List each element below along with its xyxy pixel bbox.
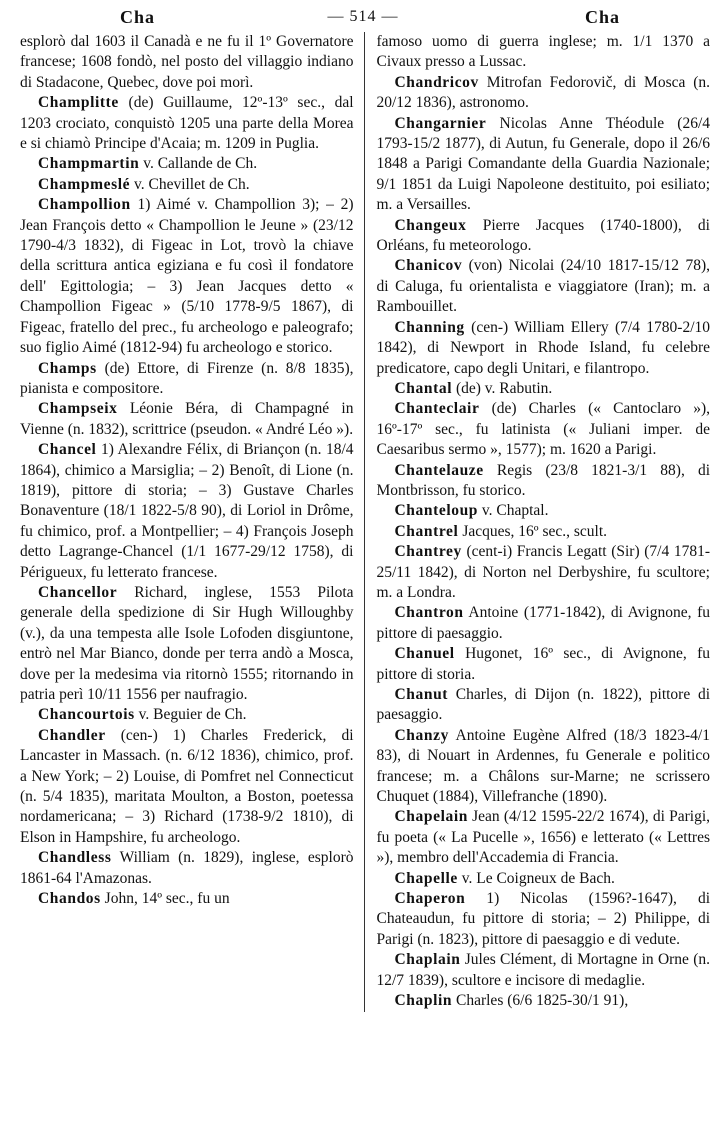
dictionary-entry <box>377 807 711 868</box>
dictionary-entry <box>20 848 354 889</box>
left-column <box>20 32 364 1012</box>
entry-text: v. Chevillet de Ch. <box>133 175 250 193</box>
entry-text: William (n. 1829), inglese, esplorò 1861-64 l'Amazonas. <box>20 849 354 887</box>
dictionary-entry <box>377 950 711 991</box>
dictionary-entry <box>377 114 711 216</box>
entry-headword: Champlitte <box>38 94 119 112</box>
dictionary-entry <box>20 726 354 848</box>
entry-headword: Chanicov <box>394 257 463 275</box>
entry-text: (de) v. Rabutin. <box>455 379 553 397</box>
dictionary-entry <box>377 685 711 726</box>
entry-text: v. Callande de Ch. <box>143 155 258 173</box>
entry-text: Jean (4/12 1595-22/2 1674), di Parigi, fu poeta (« La Pucelle », 1656) e letterato (« Lettres »), membro dell'Accademia di Francia. <box>376 808 710 867</box>
dictionary-entry <box>377 991 711 1011</box>
entry-text: Charles, di Dijon (n. 1822), pittore di paesaggio. <box>376 686 710 724</box>
right-column <box>364 32 711 1012</box>
dictionary-entry <box>377 318 711 379</box>
entry-headword: Chapelle <box>394 869 458 887</box>
entry-headword: Chanteloup <box>394 502 479 520</box>
page-header <box>20 2 710 32</box>
entry-headword: Chaplain <box>394 951 461 969</box>
entry-text: (cent-i) Francis Legatt (Sir) (7/4 1781-25/11 1842), di Norton nel Derbyshire, fu scultore; m. a Londra. <box>376 543 710 601</box>
entry-text: (de) Guillaume, 12º-13º sec., dal 1203 crociato, conquistò 1205 una parte della Morea e si chiamò Principe d'Acaia; m. 1209 in Puglia. <box>20 94 354 153</box>
entry-headword: Champs <box>38 359 97 377</box>
entry-headword: Champollion <box>38 196 131 214</box>
dictionary-entry <box>377 869 711 889</box>
entry-text: v. Chaptal. <box>481 502 549 520</box>
entry-headword: Chantrel <box>394 522 459 540</box>
entry-text: Antoine (1771-1842), di Avignone, fu pittore di paesaggio. <box>376 604 710 642</box>
entry-headword: Chantron <box>394 604 464 622</box>
entry-text: famoso uomo di guerra inglese; m. 1/1 1370 a Civaux presso a Lussac. <box>376 33 710 71</box>
dictionary-entry <box>377 726 711 808</box>
entry-headword: Chancel <box>38 441 97 459</box>
entry-headword: Chandless <box>38 849 112 867</box>
left-catchword: Cha <box>120 6 156 27</box>
entry-text: Léonie Béra, di Champagné in Vienne (n. 1832), scrittrice (pseudon. « André Léo »). <box>20 400 354 438</box>
dictionary-entry <box>20 154 354 174</box>
entry-text: (de) Charles (« Cantoclaro »), 16º-17º sec., fu latinista (« Juliani imper. de Caesaribus sermo », 1577); m. 1620 a Parigi. <box>376 400 710 459</box>
dictionary-entry <box>377 256 711 317</box>
dictionary-entry <box>377 522 711 542</box>
entry-text: Mitrofan Fedorovič, di Mosca (n. 20/12 1836), astronomo. <box>376 73 710 112</box>
dictionary-entry <box>377 542 711 603</box>
entry-headword: Chandos <box>38 890 101 908</box>
entry-headword: Champmeslé <box>38 175 131 193</box>
dictionary-entry <box>377 501 711 521</box>
entry-headword: Chanuel <box>394 645 455 663</box>
entry-text: Hugonet, 16º sec., di Avignone, fu pittore di storia. <box>376 645 710 683</box>
entry-text: v. Le Coigneux de Bach. <box>461 869 615 887</box>
dictionary-entry <box>377 216 711 257</box>
entry-headword: Chantal <box>394 379 453 397</box>
entry-text: Charles (6/6 1825-30/1 91), <box>456 992 629 1010</box>
dictionary-entry <box>377 73 711 114</box>
entry-headword: Changarnier <box>394 114 487 132</box>
entry-text: Nicolas Anne Théodule (26/4 1793-15/2 1877), di Autun, fu Generale, dopo il 26/6 1848 a Parigi Comandante della Guardia Nazionale; 9/1 1851 da Luigi Napoleone destituito, poi esiliato; m. a Versailles. <box>376 114 710 214</box>
entry-text: Richard, inglese, 1553 Pilota generale della spedizione di Sir Hugh Willoughby (v.), da una tempesta alle Isole Lofoden disgiuntone, entrò nel Mar Bianco, donde per terra andò a Mosca, dove per la medesima via ritornò 1555; ritornando in patria perì 10/11 1556 per naufragio. <box>20 583 354 703</box>
entry-text: Jacques, 16º sec., scult. <box>462 522 608 540</box>
entry-headword: Chaplin <box>394 992 453 1010</box>
columns <box>20 32 710 1012</box>
entry-headword: Chancellor <box>38 583 118 601</box>
entry-text: esplorò dal 1603 il Canadà e ne fu il 1º Governatore francese; 1608 fondò, nel posto del villaggio indiano di Stadacone, Quebec, dove poi morì. <box>20 33 354 91</box>
entry-headword: Chaperon <box>394 890 466 908</box>
dictionary-entry <box>20 359 354 400</box>
dictionary-entry <box>20 93 354 154</box>
entry-text: 1) Aimé v. Champollion 3); – 2) Jean François detto « Champollion le Jeune » (23/12 1790-4/3 1832), di Figeac in Lot, trovò la chiave della scrittura antica egiziana e fu così il fondatore dell' Egittologia; – 3) Jean Jacques detto « Champollion Figeac » (5/10 1778-9/5 1867), di Figeac, fratello del prec., fu archeologo e paleografo; suo figlio Aimé (1812-94) fu archeologo e storico. <box>20 196 354 357</box>
dictionary-entry <box>20 32 354 93</box>
entry-text: (cen-) William Ellery (7/4 1780-2/10 1842), di Newport in Rhode Island, fu celebre predicatore, capo degli Unitari, e filantropo. <box>376 318 710 377</box>
dictionary-entry <box>377 461 711 502</box>
page-number: — 514 — <box>327 8 399 25</box>
entry-headword: Chanut <box>394 686 449 703</box>
dictionary-entry <box>377 889 711 950</box>
entry-headword: Chandricov <box>394 73 479 91</box>
entry-headword: Chanteclair <box>394 400 480 418</box>
dictionary-entry <box>377 379 711 399</box>
entry-text: (von) Nicolai (24/10 1817-15/12 78), di Caluga, fu orientalista e viaggiatore (Iran); m. a Rambouillet. <box>376 257 710 316</box>
entry-text: 1) Nicolas (1596?-1647), di Chateaudun, fu pittore di storia; – 2) Philippe, di Parigi (n. 1823), pittore di paesaggio e di vedute. <box>376 890 710 948</box>
entry-headword: Channing <box>394 318 465 336</box>
entry-headword: Changeux <box>394 216 467 234</box>
dictionary-entry <box>20 583 354 705</box>
entry-headword: Champmartin <box>38 155 140 173</box>
entry-headword: Chandler <box>38 726 106 744</box>
right-catchword: Cha <box>584 6 620 27</box>
entry-text: (de) Ettore, di Firenze (n. 8/8 1835), pianista e compositore. <box>20 359 354 397</box>
dictionary-entry <box>20 195 354 358</box>
entry-text: Antoine Eugène Alfred (18/3 1823-4/1 83), di Nouart in Ardennes, fu Generale e politico francese; m. a Châlons sur-Marne; ne scrissero Chuquet (1884), Villefranche (1890). <box>376 726 710 806</box>
entry-text: (cen-) 1) Charles Frederick, di Lancaster in Massach. (n. 6/12 1836), chimico, prof. a New York; – 2) Louise, di Pomfret nel Connecticut (n. 5/4 1835), maritata Moulton, a Boston, poetessa nordamericana; – 3) Richard (1738-9/2 1810), di Elson in Hampshire, fu archeologo. <box>20 726 354 846</box>
dictionary-entry <box>20 175 354 195</box>
dictionary-entry <box>377 399 711 460</box>
dictionary-entry <box>20 705 354 725</box>
entry-text: Regis (23/8 1821-3/1 88), di Montbrisson, fu storico. <box>376 461 710 499</box>
dictionary-entry <box>20 440 354 583</box>
dictionary-entry <box>377 644 711 685</box>
entry-text: 1) Alexandre Félix, di Briançon (n. 18/4 1864), chimico a Marsiglia; – 2) Benoît, di Lione (n. 1819), pittore di storia; – 3) Gustave Charles Bonaventure (18/1 1822-5/8 90), di Loriol in Drôme, fu chimico, prof. a Montpellier; – 4) François Joseph detto Lagrange-Chancel (1/1 1677-29/12 1758), di Périgueux, fu letterato francese. <box>20 441 354 581</box>
entry-headword: Chantrey <box>394 543 462 561</box>
entry-text: v. Beguier de Ch. <box>138 706 247 724</box>
entry-headword: Champseix <box>38 400 118 418</box>
dictionary-entry <box>377 603 711 644</box>
dictionary-entry <box>20 889 354 909</box>
entry-headword: Chanzy <box>394 726 449 744</box>
entry-headword: Chancourtois <box>38 706 135 724</box>
entry-text: John, 14º sec., fu un <box>104 890 230 908</box>
entry-headword: Chapelain <box>394 808 468 826</box>
entry-text: Jules Clément, di Mortagne in Orne (n. 12/7 1839), scultore e incisore di medaglie. <box>376 951 710 989</box>
entry-headword: Chantelauze <box>394 461 484 479</box>
entry-text: Pierre Jacques (1740-1800), di Orléans, fu meteorologo. <box>376 216 710 255</box>
dictionary-entry <box>20 399 354 440</box>
dictionary-entry <box>377 32 711 73</box>
